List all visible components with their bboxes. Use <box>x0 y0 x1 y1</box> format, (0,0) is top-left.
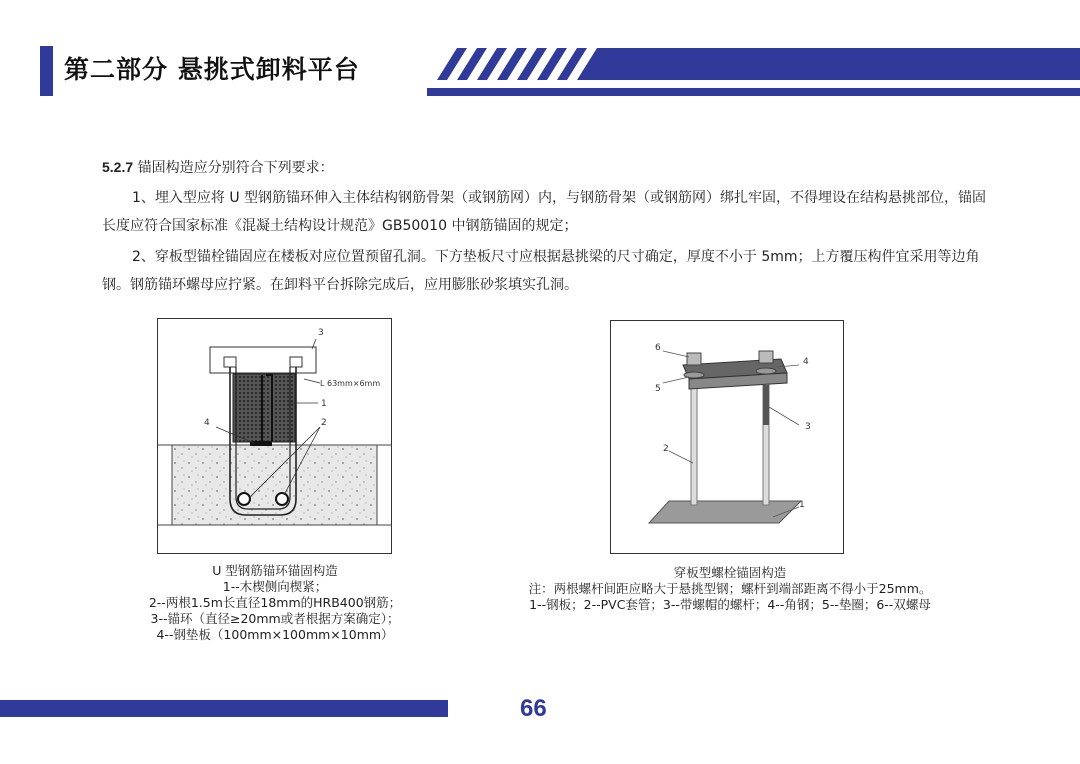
through-bolt-drawing <box>611 321 843 553</box>
figure1-caption-line: 3--锚环（直径≥20mm或者根据方案确定）； <box>150 611 400 626</box>
through-bolt-diagram <box>610 320 844 554</box>
fig2-label-3: 3 <box>805 422 811 432</box>
figure1-caption-line: 4--钢垫板（100mm×100mm×10mm） <box>156 627 394 642</box>
u-anchor-drawing <box>158 319 391 553</box>
requirement-item-1: 1、埋入型应将 U 型钢筋锚环伸入主体结构钢筋骨架（或钢筋网）内，与钢筋骨架（或钢筋网）绑扎牢固，不得埋设在结构悬挑部位，锚固长度应符合国家标准《混凝土结构设计规范》GB50010 中钢筋锚固的规定； <box>102 190 987 234</box>
figure1-caption-line: 2--两根1.5m长直径18mm的HRB400钢筋； <box>148 595 402 610</box>
fig1-label-4: 4 <box>204 418 210 428</box>
fig2-label-2: 2 <box>663 444 669 454</box>
fig1-label-1: 1 <box>321 399 327 409</box>
fig2-label-1: 1 <box>799 500 805 510</box>
fig1-label-angle: L 63mm×6mm <box>320 379 381 388</box>
header-accent-bar <box>40 46 53 96</box>
requirement-item-2: 2、穿板型锚栓锚固应在楼板对应位置预留孔洞。下方垫板尺寸应根据悬挑梁的尺寸确定，厚度不小于 5mm；上方覆压构件宜采用等边角钢。钢筋锚环螺母应拧紧。在卸料平台拆除完成后，应用膨胀砂浆填实孔洞。 <box>102 249 980 293</box>
page-number: 66 <box>520 695 547 722</box>
fig2-label-5: 5 <box>655 384 661 394</box>
section-heading <box>102 153 334 182</box>
header-stripe-decoration <box>425 44 1080 98</box>
section-number: 5.2.7 <box>102 159 134 175</box>
page-title: 第二部分 悬挑式卸料平台 <box>64 55 360 84</box>
fig2-label-6: 6 <box>655 343 661 353</box>
footer-accent-bar <box>0 700 448 717</box>
figure2-caption-legend: 1--钢板；2--PVC套管；3--带螺帽的螺杆；4--角钢；5--垫圈；6--双螺母 <box>529 597 931 612</box>
figure1-caption <box>110 563 440 643</box>
figure2-caption-title: 穿板型螺栓锚固构造 <box>673 565 787 580</box>
fig1-label-2: 2 <box>321 418 327 428</box>
fig2-label-4: 4 <box>803 357 809 367</box>
figure1-caption-line: 1--木楔侧向楔紧； <box>222 579 328 594</box>
section-intro: 锚固构造应分别符合下列要求： <box>133 160 334 176</box>
u-anchor-diagram <box>157 318 392 554</box>
fig1-label-3: 3 <box>318 328 324 338</box>
figure2-caption <box>470 565 990 613</box>
figure2-caption-note: 注：两根螺杆间距应略大于悬挑型钢；螺杆到端部距离不得小于25mm。 <box>528 581 932 596</box>
figure1-caption-title: U 型钢筋锚环锚固构造 <box>212 563 338 578</box>
